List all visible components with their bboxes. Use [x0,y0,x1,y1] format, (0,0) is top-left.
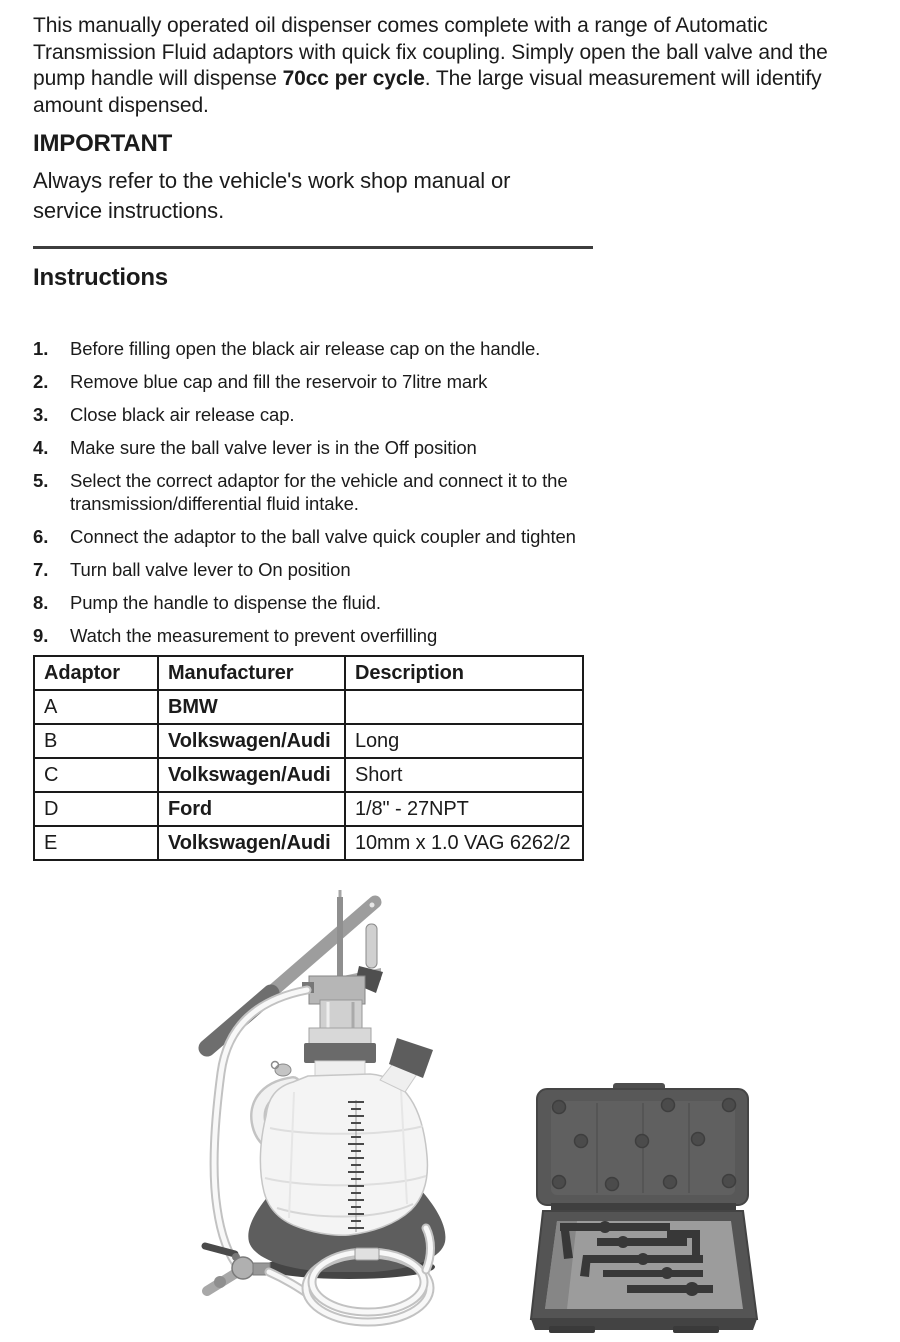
case-lid [537,1083,748,1205]
cell-adaptor: C [34,758,158,792]
step-number: 7. [33,559,49,580]
cell-description: 1/8" - 27NPT [345,792,583,826]
adaptor-table [33,655,584,861]
cell-adaptor: D [34,792,158,826]
intro-line-4: amount dispensed. [33,93,209,117]
oil-dispenser-figure [175,888,475,1340]
cell-manufacturer: BMW [158,690,345,724]
cell-description: Short [345,758,583,792]
table-row [34,724,583,758]
case-hinge [551,1203,736,1211]
step-text: Remove blue cap and fill the reservoir to 7litre mark [70,371,488,392]
collar-ring [304,1043,376,1063]
table-row [34,758,583,792]
step-number: 4. [33,437,49,458]
table-row [34,826,583,860]
list-item [33,403,713,426]
intro-line-3-post: . The large visual measurement will identify [424,67,822,90]
step-number: 6. [33,526,49,547]
product-figures [0,885,900,1342]
air-release-cap [272,1062,292,1077]
step-text [70,469,568,515]
list-item [33,436,713,459]
cell-description [345,690,583,724]
cell-manufacturer: Volkswagen/Audi [158,826,345,860]
step-text: Before filling open the black air release cap on the handle. [70,338,541,359]
intro-line-2: Transmission Fluid adaptors with quick fix coupling. Simply open the ball valve and the [33,40,828,64]
list-item [33,558,713,581]
list-item [33,525,713,548]
step-text: Make sure the ball valve lever is in the Off position [70,437,477,458]
cell-description: 10mm x 1.0 VAG 6262/2 [345,826,583,860]
step-text: Close black air release cap. [70,404,295,425]
cell-manufacturer: Ford [158,792,345,826]
list-item [33,469,713,515]
list-item [33,591,713,614]
dispense-rate-highlight: 70cc per cycle [282,67,425,90]
step-text-line-1: Select the correct adaptor for the vehicle and connect it to the [70,470,568,491]
cell-adaptor: B [34,724,158,758]
step-number: 8. [33,592,49,613]
reservoir-bottle [260,1074,427,1235]
list-item [33,370,713,393]
list-item [33,624,713,647]
cell-manufacturer: Volkswagen/Audi [158,724,345,758]
step-number: 9. [33,625,49,646]
important-note-line-1: Always refer to the vehicle's work shop manual or [33,168,511,193]
table-row [34,792,583,826]
step-number: 5. [33,470,49,491]
step-text: Turn ball valve lever to On position [70,559,351,580]
spout-and-cap [380,1038,433,1092]
column-header-manufacturer: Manufacturer [158,656,345,690]
table-row [34,690,583,724]
tube-clip [355,1248,379,1260]
step-number: 2. [33,371,49,392]
step-number: 3. [33,404,49,425]
column-header-adaptor: Adaptor [34,656,158,690]
intro-paragraph [33,13,883,119]
horizontal-rule [33,246,593,249]
important-note-line-2: service instructions. [33,198,225,223]
step-text: Watch the measurement to prevent overfilling [70,625,438,646]
step-text-line-2: transmission/differential fluid intake. [70,493,359,514]
pump-body [302,976,376,1076]
cell-adaptor: E [34,826,158,860]
important-note [33,166,510,226]
table-header-row [34,656,583,690]
step-text: Connect the adaptor to the ball valve quick coupler and tighten [70,526,576,547]
instructions-list [33,337,713,657]
intro-line-3 [33,66,883,93]
instructions-heading: Instructions [33,264,168,291]
cell-manufacturer: Volkswagen/Audi [158,758,345,792]
column-header-description: Description [345,656,583,690]
step-number: 1. [33,338,49,359]
cell-adaptor: A [34,690,158,724]
intro-line-3-pre: pump handle will dispense [33,67,283,90]
adaptor-case-figure [525,1083,760,1333]
list-item [33,337,713,360]
step-text: Pump the handle to dispense the fluid. [70,592,381,613]
cell-description: Long [345,724,583,758]
intro-line-1: This manually operated oil dispenser comes complete with a range of Automatic [33,14,768,37]
important-heading: IMPORTANT [33,130,173,157]
